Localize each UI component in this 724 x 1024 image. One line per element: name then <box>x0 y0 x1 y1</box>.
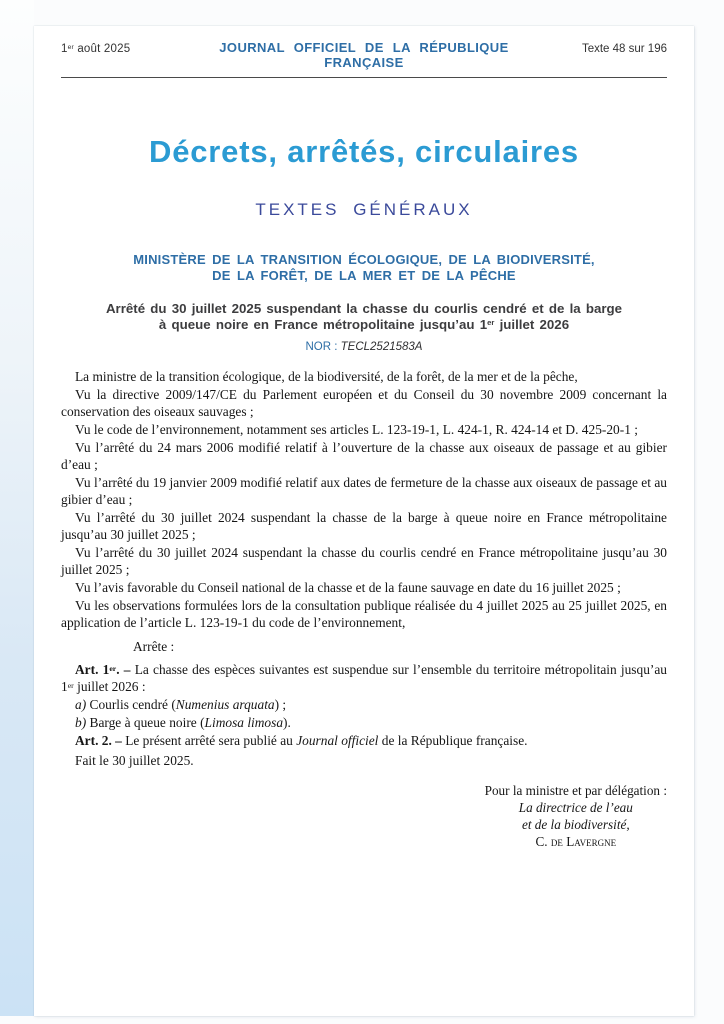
paragraph-visa: Vu les observations formulées lors de la consultation publique réalisée du 4 juillet 2025 au 25 juillet 2025, en application de l’article L. 123-19-1 du code de l’environnement, <box>61 598 667 630</box>
decree-title-line1: Arrêté du 30 juillet 2025 suspendant la chasse du courlis cendré et de la barge <box>105 301 623 316</box>
header-text-reference: Texte 48 sur 196 <box>581 43 667 55</box>
section-title: TEXTES GÉNÉRAUX <box>255 200 473 219</box>
paragraph-visa: Vu l’arrêté du 30 juillet 2024 suspendant la chasse du courlis cendré en France métropolitaine jusqu’au 30 juillet 2025 ; <box>61 545 667 577</box>
signature-title-1: La directrice de l’eau <box>518 800 633 815</box>
signature-title-2: et de la biodiversité, <box>521 817 630 832</box>
ministry-heading <box>61 252 667 284</box>
ministry-heading-line1: MINISTÈRE DE LA TRANSITION ÉCOLOGIQUE, DE LA BIODIVERSITÉ, <box>133 252 595 267</box>
header-date: 1er août 2025 <box>61 43 131 55</box>
journal-sheet <box>34 26 694 1016</box>
paragraph-species-b: b) Barge à queue noire (Limosa limosa). <box>75 715 291 730</box>
signature-block <box>485 782 667 850</box>
paragraph-species-a: a) Courlis cendré (Numenius arquata) ; <box>75 697 287 712</box>
paragraph-visa: Vu l’arrêté du 19 janvier 2009 modifié relatif aux dates de fermeture de la chasse aux oiseaux de passage et au gibier d’eau ; <box>61 475 667 507</box>
paragraph-preamble: La ministre de la transition écologique, de la biodiversité, de la forêt, de la mer et de la pêche, <box>75 369 578 384</box>
page-content <box>34 40 694 850</box>
page-left-edge-gradient <box>0 0 34 1016</box>
ministry-heading-line2: DE LA FORÊT, DE LA MER ET DE LA PÊCHE <box>212 268 516 283</box>
paragraph-arrete: Arrête : <box>133 639 175 654</box>
paragraph-visa: Vu l’avis favorable du Conseil national de la chasse et de la faune sauvage en date du 16 juillet 2025 ; <box>75 580 621 595</box>
journal-title: JOURNAL OFFICIEL DE LA RÉPUBLIQUE FRANÇAISE <box>219 40 509 70</box>
paragraph-visa: Vu l’arrêté du 24 mars 2006 modifié relatif à l’ouverture de la chasse aux oiseaux de passage et au gibier d’eau ; <box>61 440 667 472</box>
decree-title <box>61 301 667 332</box>
main-title: Décrets, arrêtés, circulaires <box>149 134 579 169</box>
paragraph-article-2: Art. 2. – Le présent arrêté sera publié au Journal officiel de la République française. <box>75 733 528 748</box>
header-rule <box>61 77 667 78</box>
paragraph-visa: Vu la directive 2009/147/CE du Parlement européen et du Conseil du 30 novembre 2009 concernant la conservation des oiseaux sauvages ; <box>61 387 667 419</box>
paragraph-visa: Vu l’arrêté du 30 juillet 2024 suspendant la chasse de la barge à queue noire en France métropolitaine jusqu’au 30 juillet 2025 ; <box>61 510 667 542</box>
paragraph-article-1: Art. 1er. – La chasse des espèces suivantes est suspendue sur l’ensemble du territoire métropolitain jusqu’au 1er juillet 2026 : <box>61 662 667 694</box>
nor-value: TECL2521583A <box>340 341 423 353</box>
signature-delegation: Pour la ministre et par délégation : <box>484 783 667 798</box>
decree-body <box>61 368 667 769</box>
nor-line <box>61 341 667 353</box>
nor-label: NOR : <box>305 341 341 353</box>
paragraph-visa: Vu le code de l’environnement, notamment ses articles L. 123-19-1, L. 424-1, R. 424-14 et D. 425-20-1 ; <box>75 422 638 437</box>
paragraph-fait: Fait le 30 juillet 2025. <box>75 753 194 768</box>
signature-name: C. de Lavergne <box>535 834 617 849</box>
decree-title-line2: à queue noire en France métropolitaine jusqu’au 1er juillet 2026 <box>158 316 570 332</box>
page-header <box>61 40 667 70</box>
